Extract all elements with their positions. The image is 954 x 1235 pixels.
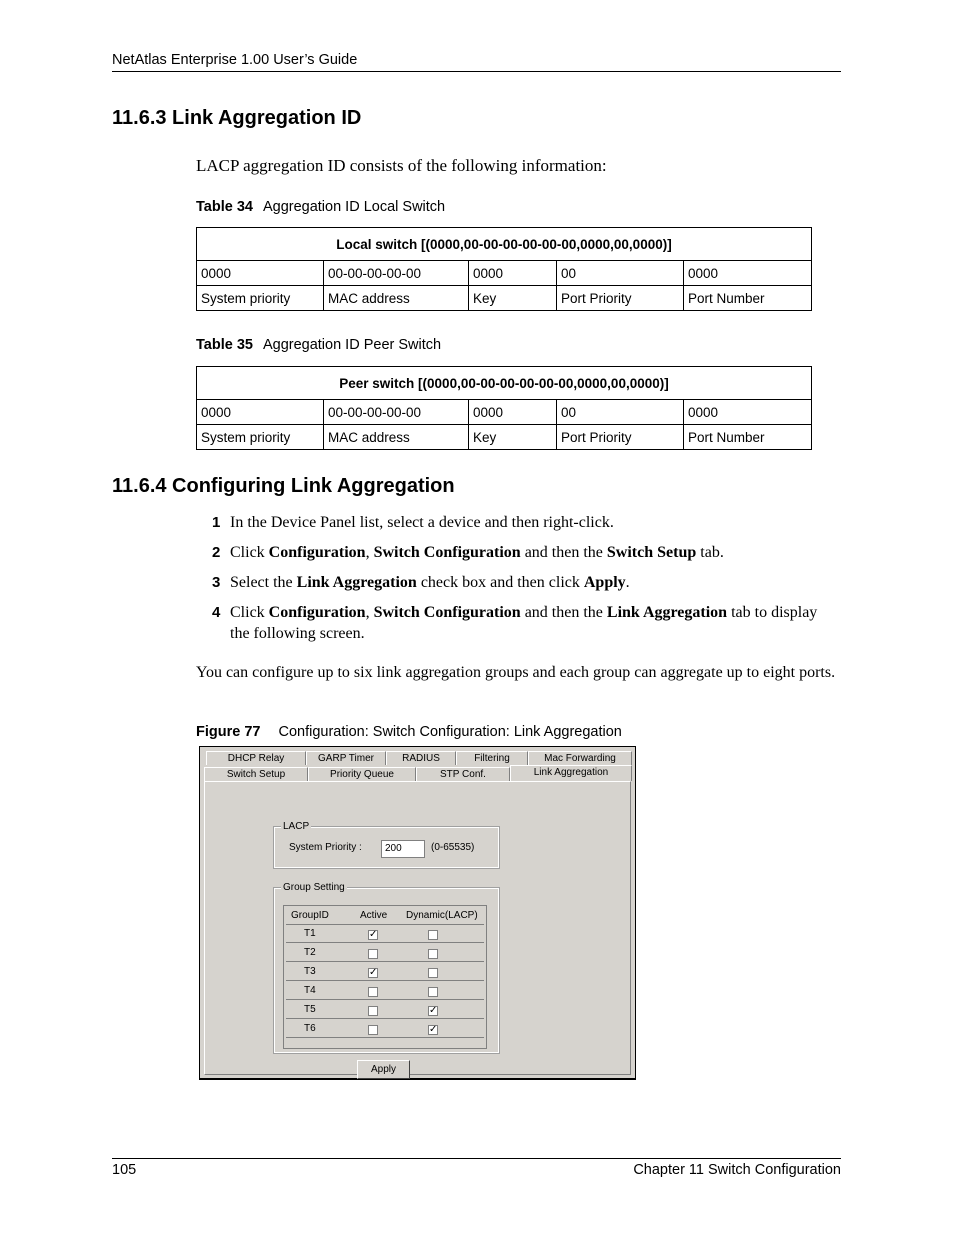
dynamic-lacp-checkbox[interactable] <box>428 930 438 940</box>
step-text: Select the Link Aggregation check box and then click Apply. <box>230 574 630 591</box>
active-checkbox[interactable] <box>368 1025 378 1035</box>
table-row <box>197 286 812 311</box>
active-checkbox[interactable]: ✓ <box>369 967 378 978</box>
lacp-fieldset <box>274 821 499 868</box>
table-cell: Port Priority <box>557 286 684 311</box>
grid-header-row <box>286 906 484 925</box>
step-number: 2 <box>212 544 221 561</box>
table-cell: 0000 <box>469 400 557 425</box>
table-cell: Port Priority <box>557 425 684 450</box>
table-row <box>197 261 812 286</box>
table-35-caption <box>196 337 441 353</box>
section-heading-configuring-link-aggregation: 11.6.4 Configuring Link Aggregation <box>112 475 455 497</box>
step-text: In the Device Panel list, select a device and then right-click. <box>230 514 614 531</box>
tab-radius[interactable]: RADIUS <box>386 751 456 765</box>
dynamic-lacp-checkbox[interactable] <box>428 949 438 959</box>
table-cell: 00 <box>557 400 684 425</box>
table-cell: 0000 <box>684 261 812 286</box>
tab-content <box>204 781 631 1075</box>
column-header: Active <box>360 910 388 921</box>
table-head: Local switch [(0000,00-00-00-00-00-00,0000,00,0000)] <box>197 228 812 261</box>
table-head: Peer switch [(0000,00-00-00-00-00-00,0000,00,0000)] <box>197 367 812 400</box>
table-cell: 00 <box>557 261 684 286</box>
group-id: T5 <box>304 1004 316 1015</box>
link-aggregation-screen <box>199 746 636 1080</box>
tab-switch-setup[interactable]: Switch Setup <box>204 767 308 781</box>
tab-garp-timer[interactable]: GARP Timer <box>306 751 386 765</box>
table-34-caption <box>196 199 445 215</box>
caption-text: Aggregation ID Peer Switch <box>262 337 442 353</box>
table-cell: System priority <box>197 286 324 311</box>
caption-text: Aggregation ID Local Switch <box>262 199 446 215</box>
active-checkbox[interactable] <box>368 949 378 959</box>
tab-link-aggregation[interactable]: Link Aggregation <box>510 765 632 781</box>
group-grid <box>283 905 487 1049</box>
tab-priority-queue[interactable]: Priority Queue <box>308 767 416 781</box>
table-cell: 00-00-00-00-00 <box>324 400 469 425</box>
table-cell: Key <box>469 286 557 311</box>
column-header: Dynamic(LACP) <box>406 910 478 921</box>
group-id: T6 <box>304 1023 316 1034</box>
caption-label: Figure 77 <box>196 724 261 740</box>
table-cell: MAC address <box>324 425 469 450</box>
group-row <box>286 982 484 1000</box>
caption-text: Configuration: Switch Configuration: Link Aggregation <box>278 724 622 740</box>
groups-paragraph: You can configure up to six link aggregation groups and each group can aggregate up to eight ports. <box>196 664 836 681</box>
system-priority-input[interactable]: 200 <box>381 840 425 858</box>
dynamic-lacp-checkbox[interactable]: ✓ <box>429 1005 438 1016</box>
running-header: NetAtlas Enterprise 1.00 User’s Guide <box>112 52 358 68</box>
group-setting-fieldset <box>274 882 499 1053</box>
list-item <box>212 602 832 644</box>
footer-rule <box>112 1158 841 1159</box>
chapter-title: Chapter 11 Switch Configuration <box>633 1162 841 1178</box>
table-cell: MAC address <box>324 286 469 311</box>
active-checkbox[interactable]: ✓ <box>369 929 378 940</box>
page-number: 105 <box>112 1162 137 1178</box>
intro-paragraph: LACP aggregation ID consists of the following information: <box>196 156 607 175</box>
step-text: Click Configuration, Switch Configuration and then the Link Aggregation tab to display the following screen. <box>230 604 818 642</box>
tab-dhcp-relay[interactable]: DHCP Relay <box>206 751 306 765</box>
steps-list <box>212 512 832 653</box>
group-row <box>286 1020 484 1038</box>
step-number: 1 <box>212 514 221 531</box>
system-priority-range: (0-65535) <box>431 842 475 853</box>
list-item <box>212 512 832 533</box>
tab-stp-conf[interactable]: STP Conf. <box>416 767 510 781</box>
lacp-legend: LACP <box>283 821 310 832</box>
tab-filtering[interactable]: Filtering <box>456 751 528 765</box>
active-checkbox[interactable] <box>368 1006 378 1016</box>
list-item <box>212 542 832 563</box>
dynamic-lacp-checkbox[interactable] <box>428 987 438 997</box>
group-row <box>286 925 484 943</box>
table-cell: Port Number <box>684 425 812 450</box>
figure-77-caption <box>196 724 622 740</box>
table-cell: 0000 <box>684 400 812 425</box>
table-row <box>197 425 812 450</box>
apply-button[interactable]: Apply <box>357 1060 410 1079</box>
group-row <box>286 1001 484 1019</box>
group-id: T1 <box>304 928 316 939</box>
dynamic-lacp-checkbox[interactable] <box>428 968 438 978</box>
system-priority-label: System Priority : <box>289 842 362 853</box>
dynamic-lacp-checkbox[interactable]: ✓ <box>429 1024 438 1035</box>
tab-mac-forwarding[interactable]: Mac Forwarding <box>528 751 632 765</box>
table-cell: System priority <box>197 425 324 450</box>
active-checkbox[interactable] <box>368 987 378 997</box>
group-id: T2 <box>304 947 316 958</box>
table-cell: Port Number <box>684 286 812 311</box>
table-cell: Key <box>469 425 557 450</box>
step-number: 3 <box>212 574 221 591</box>
table-cell: 00-00-00-00-00 <box>324 261 469 286</box>
list-item <box>212 572 832 593</box>
table-cell: 0000 <box>197 400 324 425</box>
step-text: Click Configuration, Switch Configuration and then the Switch Setup tab. <box>230 544 724 561</box>
table-35 <box>196 366 812 450</box>
table-34 <box>196 227 812 311</box>
table-cell: 0000 <box>197 261 324 286</box>
table-row <box>197 400 812 425</box>
column-header: GroupID <box>291 910 329 921</box>
group-row <box>286 944 484 962</box>
step-number: 4 <box>212 604 221 621</box>
table-cell: 0000 <box>469 261 557 286</box>
group-id: T3 <box>304 966 316 977</box>
caption-label: Table 34 <box>196 199 253 215</box>
header-rule <box>112 71 841 72</box>
caption-label: Table 35 <box>196 337 253 353</box>
section-heading-link-aggregation-id: 11.6.3 Link Aggregation ID <box>112 107 362 129</box>
group-row <box>286 963 484 981</box>
group-setting-legend: Group Setting <box>283 882 345 893</box>
group-id: T4 <box>304 985 316 996</box>
